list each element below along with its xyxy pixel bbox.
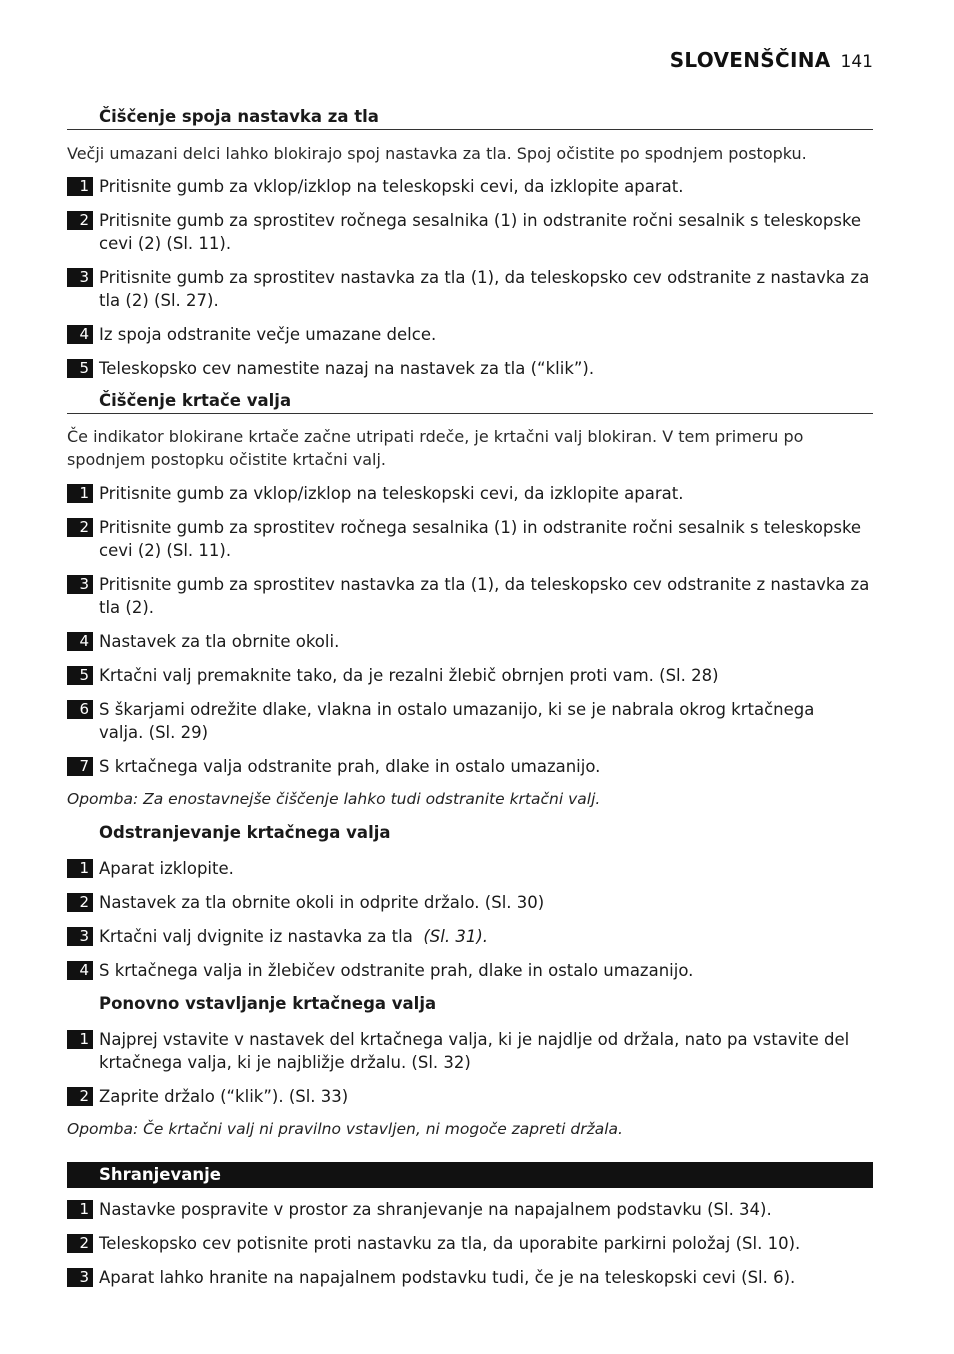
step-number: 1 (67, 859, 93, 878)
step-text: Pritisnite gumb za sprostitev ročnega sesalnika (1) in odstranite ročni sesalnik s teleskopske cevi (2) (Sl. 11). (99, 518, 862, 560)
step-number: 2 (67, 1234, 93, 1253)
step-text: S škarjami odrežite dlake, vlakna in ostalo umazanijo, ki se je nabrala okrog krtačnega valja. (Sl. 29) (99, 700, 815, 742)
step-text: Najprej vstavite v nastavek del krtačnega valja, ki je najdlje od držala, nato pa vstavite del krtačnega valja, ki je najbližje držalu. (Sl. 32) (99, 1030, 850, 1072)
section-title-storage: Shranjevanje (67, 1162, 873, 1188)
step-item (67, 664, 873, 687)
step-number: 1 (67, 1200, 93, 1219)
step-number: 3 (67, 927, 93, 946)
step-text: Iz spoja odstranite večje umazane delce. (99, 325, 437, 344)
step-number: 3 (67, 575, 93, 594)
page-header (670, 48, 873, 72)
step-number: 1 (67, 484, 93, 503)
note-text: Opomba: Za enostavnejše čiščenje lahko tudi odstranite krtačni valj. (67, 790, 601, 808)
step-text: Krtačni valj premaknite tako, da je rezalni žlebič obrnjen proti vam. (Sl. 28) (99, 666, 719, 685)
step-text: Pritisnite gumb za vklop/izklop na teleskopski cevi, da izklopite aparat. (99, 484, 684, 503)
step-number: 4 (67, 961, 93, 980)
step-item (67, 925, 873, 948)
section-intro: Večji umazani delci lahko blokirajo spoj nastavka za tla. Spoj očistite po spodnjem postopku. (67, 144, 807, 163)
step-number: 1 (67, 1030, 93, 1049)
step-number: 3 (67, 1268, 93, 1287)
step-text: Nastavek za tla obrnite okoli. (99, 632, 340, 651)
step-item (67, 755, 873, 778)
step-item (67, 266, 873, 312)
section-title-cleaning-brush: Čiščenje krtače valja (67, 391, 873, 414)
step-item (67, 959, 873, 982)
step-item (67, 1028, 873, 1074)
step-text: Pritisnite gumb za vklop/izklop na teleskopski cevi, da izklopite aparat. (99, 177, 684, 196)
step-item (67, 573, 873, 619)
step-number: 3 (67, 268, 93, 287)
step-item (67, 891, 873, 914)
step-number: 7 (67, 757, 93, 776)
step-item (67, 857, 873, 880)
figure-reference: (Sl. 31). (423, 927, 489, 946)
step-text: Pritisnite gumb za sprostitev ročnega sesalnika (1) in odstranite ročni sesalnik s teleskopske cevi (2) (Sl. 11). (99, 211, 862, 253)
step-number: 2 (67, 1087, 93, 1106)
step-number: 5 (67, 359, 93, 378)
step-number: 1 (67, 177, 93, 196)
step-number: 4 (67, 325, 93, 344)
page-number: 141 (840, 52, 873, 72)
step-number: 2 (67, 893, 93, 912)
step-text: Aparat lahko hranite na napajalnem podstavku tudi, če je na teleskopski cevi (Sl. 6). (99, 1268, 796, 1287)
step-item (67, 323, 873, 346)
step-text: Krtačni valj dvignite iz nastavka za tla (Sl. 31). (99, 927, 489, 946)
step-number: 6 (67, 700, 93, 719)
step-number: 2 (67, 211, 93, 230)
step-number: 4 (67, 632, 93, 651)
section-intro: Če indikator blokirane krtače začne utripati rdeče, je krtačni valj blokiran. V tem primeru po spodnjem postopku očistite krtačni valj. (67, 427, 804, 469)
language-heading: SLOVENŠČINA (669, 48, 831, 72)
step-item (67, 175, 873, 198)
step-item (67, 357, 873, 380)
step-number: 5 (67, 666, 93, 685)
step-text: Pritisnite gumb za sprostitev nastavka za tla (1), da teleskopsko cev odstranite z nastavka za tla (2). (99, 575, 870, 617)
step-text: Aparat izklopite. (99, 859, 234, 878)
step-item (67, 1266, 873, 1289)
step-text: Teleskopsko cev potisnite proti nastavku za tla, da uporabite parkirni položaj (Sl. 10). (99, 1234, 801, 1253)
step-item (67, 516, 873, 562)
step-text: Nastavek za tla obrnite okoli in odprite držalo. (Sl. 30) (99, 893, 545, 912)
step-text: S krtačnega valja in žlebičev odstranite prah, dlake in ostalo umazanijo. (99, 961, 694, 980)
step-item (67, 1085, 873, 1108)
step-item (67, 482, 873, 505)
step-item (67, 1232, 873, 1255)
step-text: S krtačnega valja odstranite prah, dlake in ostalo umazanijo. (99, 757, 601, 776)
section-title-removing-brush: Odstranjevanje krtačnega valja (99, 823, 391, 842)
step-text: Zaprite držalo (“klik”). (Sl. 33) (99, 1087, 349, 1106)
step-number: 2 (67, 518, 93, 537)
step-item (67, 1198, 873, 1221)
step-item (67, 630, 873, 653)
section-title-cleaning-joint: Čiščenje spoja nastavka za tla (67, 107, 873, 130)
step-text: Teleskopsko cev namestite nazaj na nastavek za tla (“klik”). (99, 359, 595, 378)
note-text: Opomba: Če krtačni valj ni pravilno vstavljen, ni mogoče zapreti držala. (67, 1120, 623, 1138)
section-title-reinserting-brush: Ponovno vstavljanje krtačnega valja (99, 994, 437, 1013)
step-text: Nastavke pospravite v prostor za shranjevanje na napajalnem podstavku (Sl. 34). (99, 1200, 772, 1219)
step-item (67, 698, 827, 744)
step-text: Pritisnite gumb za sprostitev nastavka za tla (1), da teleskopsko cev odstranite z nastavka za tla (2) (Sl. 27). (99, 268, 870, 310)
step-item (67, 209, 873, 255)
